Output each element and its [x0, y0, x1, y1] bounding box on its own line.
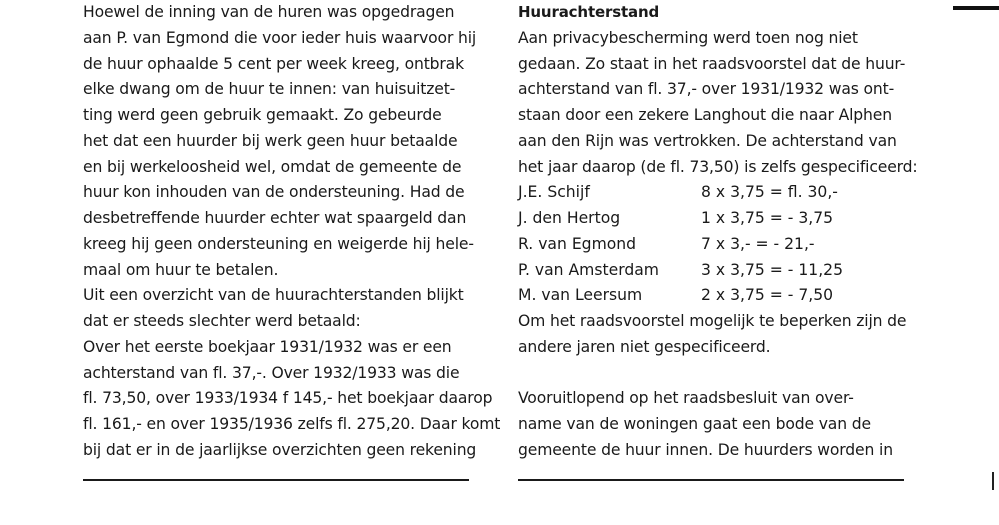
text-line: aan P. van Egmond die voor ieder huis waarvoor hij: [83, 28, 477, 47]
tenant-name: J.E. Schijf: [518, 183, 590, 202]
text-line: gemeente de huur innen. De huurders worden in: [518, 440, 893, 459]
text-line: fl. 73,50, over 1933/1934 f 145,- het boekjaar daarop: [83, 389, 493, 408]
text-line: maal om huur te betalen.: [83, 260, 279, 279]
arrears-calculation: 2 x 3,75 = - 7,50: [701, 286, 834, 305]
section-heading: Huurachterstand: [518, 3, 660, 21]
text-line: dat er steeds slechter werd betaald:: [83, 312, 361, 330]
text-line: de huur ophaalde 5 cent per week kreeg, ontbrak: [83, 54, 464, 73]
arrears-calculation: 3 x 3,75 = - 11,25: [701, 260, 843, 279]
tenant-name: M. van Leersum: [518, 286, 643, 305]
specification-row: [518, 232, 908, 258]
text-line: desbetreffende huurder echter wat spaargeld dan: [83, 209, 467, 227]
tenant-name: J. den Hertog: [518, 209, 621, 227]
text-line: en bij werkeloosheid wel, omdat de gemeente de: [83, 157, 462, 176]
arrears-calculation: 1 x 3,75 = - 3,75: [701, 209, 834, 227]
specification-row: [518, 180, 908, 206]
text-line: Uit een overzicht van de huurachterstanden blijkt: [83, 286, 464, 305]
text-line: staan door een zekere Langhout die naar Alphen: [518, 106, 892, 124]
arrears-calculation: 8 x 3,75 = fl. 30,-: [701, 183, 838, 202]
paragraph-spacer: [518, 361, 908, 387]
tenant-name: P. van Amsterdam: [518, 260, 659, 279]
text-line: kreeg hij geen ondersteuning en weigerde hij hele-: [83, 234, 474, 253]
text-line: andere jaren niet gespecificeerd.: [518, 337, 771, 356]
text-line: het jaar daarop (de fl. 73,50) is zelfs gespecificeerd:: [518, 157, 918, 176]
text-line: fl. 161,- en over 1935/1936 zelfs fl. 275,20. Daar komt: [83, 415, 501, 433]
text-line: achterstand van fl. 37,-. Over 1932/1933 was die: [83, 363, 460, 382]
page-edge-tick: [992, 472, 994, 490]
specification-row: [518, 206, 908, 232]
text-line: Aan privacybescherming werd toen nog niet: [518, 28, 858, 47]
text-line: Vooruitlopend op het raadsbesluit van over-: [518, 389, 854, 408]
specification-row: [518, 283, 908, 309]
arrears-calculation: 7 x 3,- = - 21,-: [701, 234, 815, 253]
left-text-column: [83, 0, 501, 464]
text-line: Over het eerste boekjaar 1931/1932 was er een: [83, 337, 452, 356]
text-line: name van de woningen gaat een bode van de: [518, 415, 871, 433]
text-line: ting werd geen gebruik gemaakt. Zo gebeurde: [83, 106, 442, 124]
text-line: huur kon inhouden van de ondersteuning. Had de: [83, 183, 465, 202]
right-text-column: [518, 0, 918, 464]
text-line: Om het raadsvoorstel mogelijk te beperken zijn de: [518, 312, 907, 330]
text-line: achterstand van fl. 37,- over 1931/1932 was ont-: [518, 80, 895, 99]
text-line: aan den Rijn was vertrokken. De achterstand van: [518, 131, 897, 150]
tenant-name: R. van Egmond: [518, 234, 637, 253]
text-line: bij dat er in de jaarlijkse overzichten geen rekening: [83, 440, 477, 459]
page-corner-mark: [953, 6, 999, 10]
text-line: elke dwang om de huur te innen: van huisuitzet-: [83, 80, 456, 99]
left-column-bottom-rule: [83, 479, 469, 481]
specification-row: [518, 258, 908, 284]
right-column-bottom-rule: [518, 479, 904, 481]
text-line: gedaan. Zo staat in het raadsvoorstel dat de huur-: [518, 54, 906, 73]
text-line: het dat een huurder bij werk geen huur betaalde: [83, 131, 458, 150]
text-line: Hoewel de inning van de huren was opgedragen: [83, 3, 455, 21]
